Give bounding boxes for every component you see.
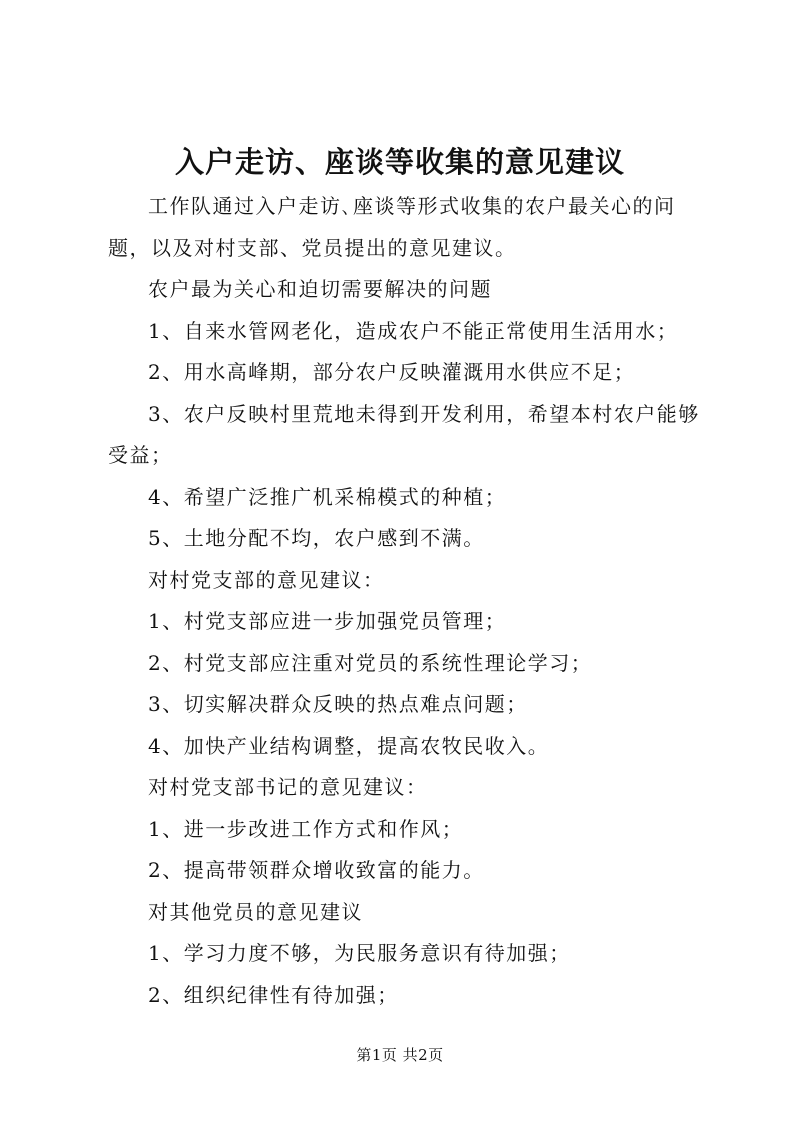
section-heading-farmer-concerns: 农户最为关心和迫切需要解决的问题: [148, 277, 492, 301]
list-item: 1、自来水管网老化，造成农户不能正常使用生活用水；: [148, 318, 679, 343]
list-item: 4、希望广泛推广机采棉模式的种植；: [148, 484, 507, 509]
list-item: 2、组织纪律性有待加强；: [148, 982, 399, 1007]
list-item: 3、切实解决群众反映的热点难点问题；: [148, 692, 528, 716]
page-number-footer: 第1页 共2页: [356, 1046, 444, 1064]
list-item: 1、村党支部应进一步加强党员管理；: [148, 609, 507, 633]
list-item: 3、农户反映村里荒地未得到开发利用，希望本村农户能够受益；: [108, 401, 700, 467]
list-item: 4、加快产业结构调整，提高农牧民收入。: [148, 733, 550, 758]
list-item: 2、用水高峰期，部分农户反映灌溉用水供应不足；: [148, 360, 636, 384]
document-body: [108, 186, 708, 1016]
list-item: 2、提高带领群众增收致富的能力。: [148, 858, 485, 882]
list-item: 5、土地分配不均，农户感到不满。: [148, 526, 485, 550]
list-item: 1、学习力度不够，为民服务意识有待加强；: [148, 941, 571, 965]
intro-paragraph: 工作队通过入户走访､座谈等形式收集的农户最关心的问题，以及对村支部、党员提出的意见建议。: [108, 194, 676, 260]
section-heading-other-members: 对其他党员的意见建议: [148, 899, 363, 924]
list-item: 2、村党支部应注重对党员的系统性理论学习；: [148, 650, 593, 675]
list-item: 1、进一步改进工作方式和作风；: [148, 816, 464, 841]
document-title: 入户走访、座谈等收集的意见建议: [174, 145, 625, 179]
section-heading-branch-secretary: 对村党支部书记的意见建议：: [148, 775, 428, 799]
section-heading-party-branch: 对村党支部的意见建议：: [148, 567, 385, 592]
